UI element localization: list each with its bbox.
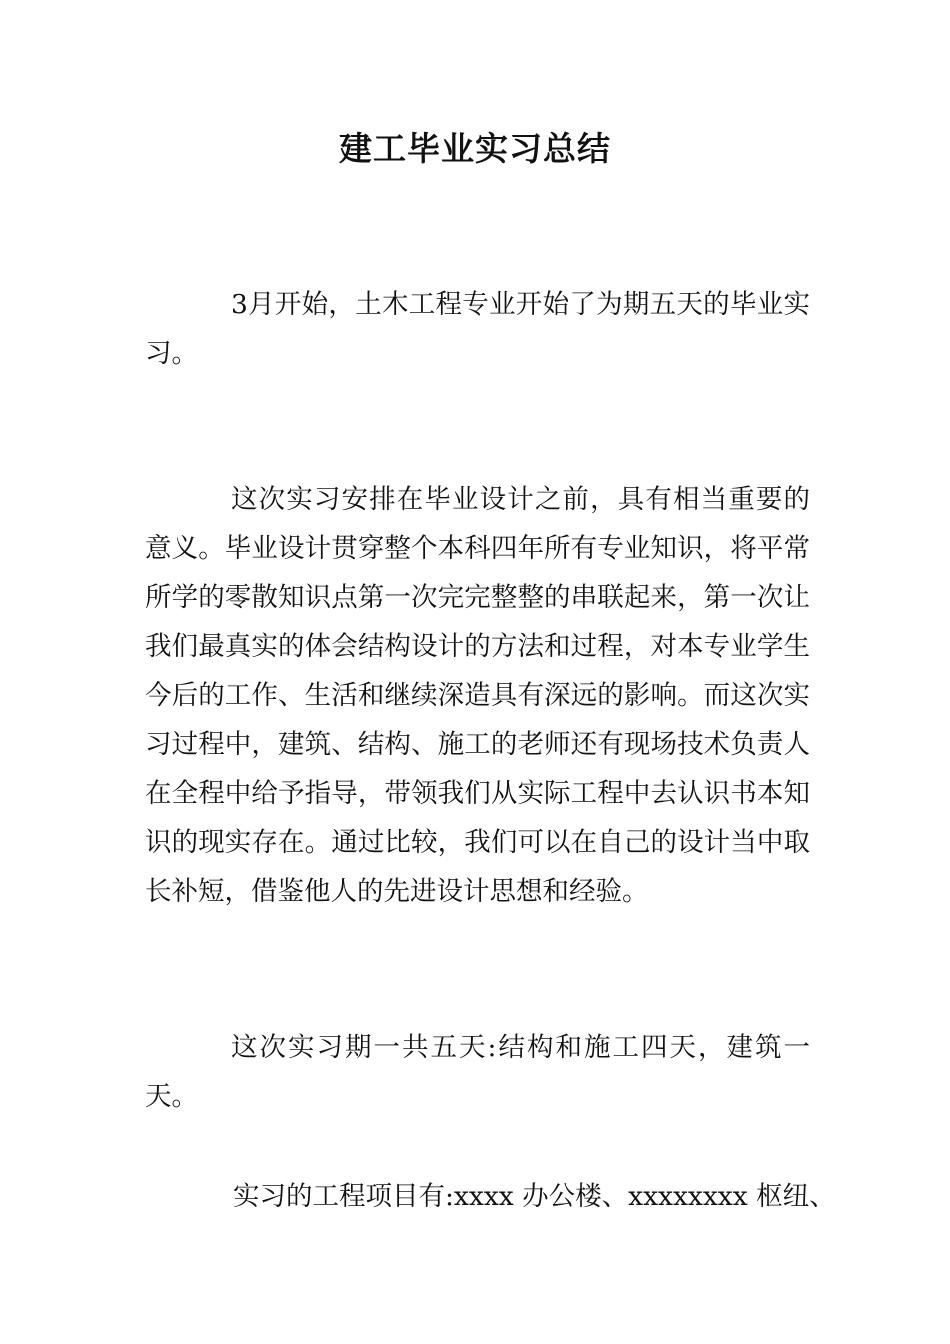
paragraph-significance: 这次实习安排在毕业设计之前，具有相当重要的意义。毕业设计贯穿整个本科四年所有专业知识，将平常所学的零散知识点第一次完完整整的串联起来，第一次让我们最真实的体会结构设计的方法和过程，对本专业学生今后的工作、生活和继续深造具有深远的影响。而这次实习过程中，建筑、结构、施工的老师还有现场技术负责人在全程中给予指导，带领我们从实际工程中去认识书本知识的现实存在。通过比较，我们可以在自己的设计当中取长补短，借鉴他人的先进设计思想和经验。 [145, 484, 810, 907]
paragraph-intro: 3月开始，土木工程专业开始了为期五天的毕业实习。 [145, 289, 810, 369]
paragraph-duration: 这次实习期一共五天:结构和施工四天，建筑一天。 [145, 1032, 810, 1112]
paragraph-projects: 实习的工程项目有:xxxx 办公楼、xxxxxxxx 枢纽、 [233, 1181, 836, 1212]
document-title: 建工毕业实习总结 [339, 129, 611, 168]
